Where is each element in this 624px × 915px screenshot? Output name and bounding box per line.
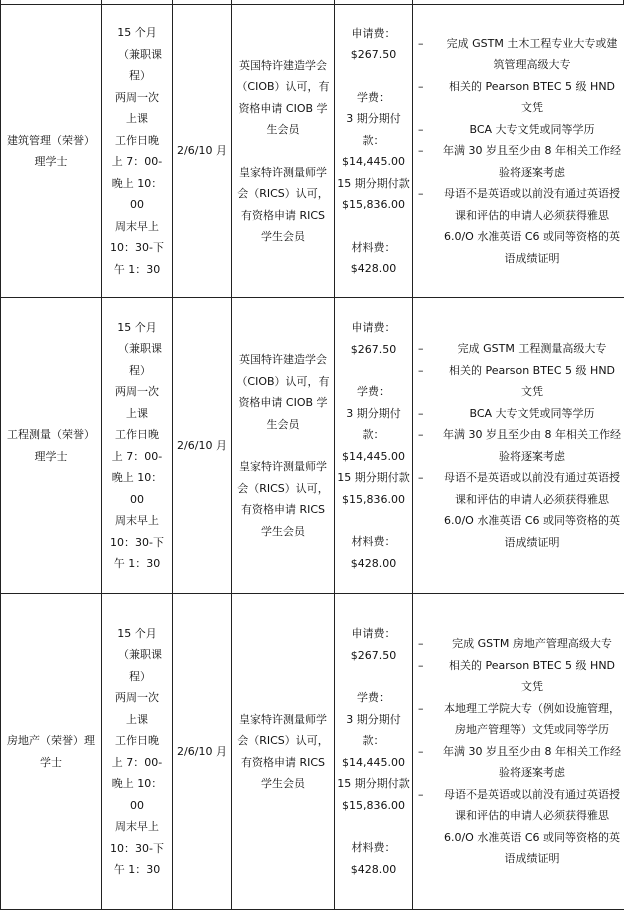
fee-label: 材料费： xyxy=(351,841,396,854)
requirements-list xyxy=(415,33,622,270)
duration-line: （兼职课 xyxy=(118,648,162,661)
duration-line: 15 个月 xyxy=(117,26,157,39)
dash-bullet-icon: – xyxy=(418,744,424,758)
list-item xyxy=(415,76,622,119)
duration-line: 午 1：30 xyxy=(113,557,161,570)
requirement-text: 相关的 Pearson BTEC 5 级 HND 文凭 xyxy=(448,79,616,115)
duration-line: 15 个月 xyxy=(117,626,157,640)
list-item xyxy=(415,33,622,76)
requirement-text: 相关的 Pearson BTEC 5 级 HND 文凭 xyxy=(448,363,616,398)
requirement-text: 母语不是英语或以前没有通过英语授课和评估的申请人必须获得雅思 6.0/O 水准英语 C6 或同等资格的英语成绩证明 xyxy=(443,471,621,549)
list-item xyxy=(415,140,622,183)
fee-label: 学费： xyxy=(357,691,390,704)
requirement-text: 本地理工学院大专（例如设施管理，房地产管理等）文凭或同等学历 xyxy=(444,701,620,737)
duration-cell xyxy=(102,594,173,910)
intake-months: 2/6/10 月 xyxy=(177,438,227,452)
dash-bullet-icon: – xyxy=(418,122,424,136)
dash-bullet-icon: – xyxy=(418,342,424,355)
requirement-text: 年满 30 岁且至少由 8 年相关工作经验将逐案考虑 xyxy=(443,428,621,463)
spacer xyxy=(337,816,410,837)
fee-label: 学费： xyxy=(357,90,390,104)
accreditation-text: 英国特许建造学会（CIOB）认可，有资格申请 CIOB 学生会员 xyxy=(236,353,330,431)
requirement-text: 年满 30 岁且至少由 8 年相关工作经验将逐案考虑 xyxy=(443,744,621,780)
fees-cell xyxy=(335,5,413,298)
duration-line: 00 xyxy=(130,492,144,506)
fee-label: 15 期分期付款 xyxy=(337,471,410,484)
fee-value: $428.00 xyxy=(350,262,397,275)
dash-bullet-icon: – xyxy=(418,471,424,484)
requirement-text: 母语不是英语或以前没有通过英语授课和评估的申请人必须获得雅思 6.0/O 水准英语 C6 或同等资格的英语成绩证明 xyxy=(443,187,621,265)
duration-line: （兼职课 xyxy=(118,342,162,355)
duration-line: 10：30-下 xyxy=(110,535,164,549)
program-name-cell xyxy=(1,5,102,298)
requirement-text: 相关的 Pearson BTEC 5 级 HND 文凭 xyxy=(448,658,616,694)
fee-value: $267.50 xyxy=(350,48,397,61)
duration-line: 上课 xyxy=(126,712,148,726)
fee-value: $267.50 xyxy=(350,342,397,356)
list-item xyxy=(415,403,622,425)
duration-line: 工作日晚 xyxy=(115,428,159,441)
list-item xyxy=(415,424,622,467)
list-item xyxy=(415,183,622,269)
intake-months: 2/6/10 月 xyxy=(177,744,227,758)
fee-label: 材料费： xyxy=(351,240,396,254)
duration-cell xyxy=(102,298,173,594)
dash-bullet-icon: – xyxy=(418,428,424,441)
dash-bullet-icon: – xyxy=(418,79,424,93)
program-name-cell xyxy=(1,594,102,910)
fee-value: $15,836.00 xyxy=(342,198,405,211)
dash-bullet-icon: – xyxy=(418,363,424,377)
fee-label: 15 期分期付款 xyxy=(337,176,410,190)
duration-line: 程） xyxy=(129,669,151,683)
duration-line: 两周一次 xyxy=(115,385,159,398)
requirement-text: 完成 GSTM 工程测量高级大专 xyxy=(457,342,607,355)
requirement-text: BCA 大专文凭或同等学历 xyxy=(469,122,595,136)
requirements-cell xyxy=(413,298,624,594)
fee-value: $428.00 xyxy=(350,556,397,570)
list-item xyxy=(415,360,622,403)
duration-line: 工作日晚 xyxy=(115,734,159,747)
duration-line: 午 1：30 xyxy=(113,863,161,876)
duration-line: 程） xyxy=(129,69,151,82)
duration-line: 午 1：30 xyxy=(113,262,161,276)
fee-value: $428.00 xyxy=(350,862,397,876)
duration-line: 上课 xyxy=(126,112,148,125)
duration-line: 晚上 10： xyxy=(111,176,163,190)
duration-line: 晚上 10： xyxy=(111,471,163,484)
duration-line: 00 xyxy=(130,798,144,812)
intake-cell xyxy=(173,594,232,910)
fee-value: $15,836.00 xyxy=(342,492,405,506)
requirement-text: 年满 30 岁且至少由 8 年相关工作经验将逐案考虑 xyxy=(443,144,621,179)
spacer xyxy=(234,141,332,162)
fee-value: $267.50 xyxy=(350,648,397,662)
dash-bullet-icon: – xyxy=(418,787,424,801)
dash-bullet-icon: – xyxy=(418,36,424,50)
spacer xyxy=(337,666,410,687)
program-name-cell xyxy=(1,298,102,594)
fee-value: $14,445.00 xyxy=(342,449,405,463)
list-item xyxy=(415,119,622,141)
table-row xyxy=(1,594,624,910)
list-item xyxy=(415,467,622,553)
dash-bullet-icon: – xyxy=(418,187,424,201)
requirement-text: 母语不是英语或以前没有通过英语授课和评估的申请人必须获得雅思 6.0/O 水准英语 C6 或同等资格的英语成绩证明 xyxy=(443,787,621,866)
dash-bullet-icon: – xyxy=(418,406,424,420)
duration-line: 晚上 10： xyxy=(111,777,163,790)
duration-line: （兼职课 xyxy=(118,47,162,61)
accreditation-text: 皇家特许测量师学会（RICS）认可，有资格申请 RICS 学生会员 xyxy=(237,165,329,243)
dash-bullet-icon: – xyxy=(418,701,424,715)
fee-label: 申请费： xyxy=(351,627,396,640)
accreditation-text: 英国特许建造学会（CIOB）认可，有资格申请 CIOB 学生会员 xyxy=(236,58,330,136)
program-name: 建筑管理（荣誉）理学士 xyxy=(7,133,95,168)
program-name: 工程测量（荣誉）理学士 xyxy=(7,428,95,463)
table-row xyxy=(1,5,624,298)
spacer xyxy=(337,66,410,87)
duration-line: 00 xyxy=(130,198,144,211)
fees-cell xyxy=(335,298,413,594)
requirements-list xyxy=(415,633,622,870)
list-item xyxy=(415,741,622,784)
duration-line: 上 7：00- xyxy=(111,449,163,463)
fee-label: 3 期分期付款： xyxy=(346,112,401,147)
list-item xyxy=(415,655,622,698)
duration-line: 工作日晚 xyxy=(115,133,159,147)
dash-bullet-icon: – xyxy=(418,637,424,651)
table-row xyxy=(1,298,624,594)
list-item xyxy=(415,784,622,870)
list-item xyxy=(415,698,622,741)
fee-label: 15 期分期付款 xyxy=(337,777,410,790)
requirements-cell xyxy=(413,5,624,298)
duration-line: 15 个月 xyxy=(117,320,157,334)
duration-line: 周末早上 xyxy=(115,514,159,527)
accreditation-cell xyxy=(232,298,335,594)
spacer xyxy=(337,510,410,531)
duration-line: 周末早上 xyxy=(115,820,159,833)
intake-cell xyxy=(173,5,232,298)
fee-label: 申请费： xyxy=(351,26,396,40)
dash-bullet-icon: – xyxy=(418,658,424,672)
fee-label: 3 期分期付款： xyxy=(346,712,401,747)
fee-value: $14,445.00 xyxy=(342,755,405,769)
accreditation-text: 皇家特许测量师学会（RICS）认可，有资格申请 RICS 学生会员 xyxy=(237,712,329,790)
fee-value: $14,445.00 xyxy=(342,155,405,168)
fee-label: 3 期分期付款： xyxy=(346,406,401,441)
fee-value: $15,836.00 xyxy=(342,798,405,812)
dash-bullet-icon: – xyxy=(418,144,424,158)
spacer xyxy=(337,360,410,381)
fee-label: 学费： xyxy=(357,385,390,398)
duration-cell xyxy=(102,5,173,298)
program-table xyxy=(0,4,624,910)
duration-line: 上 7：00- xyxy=(111,755,163,769)
duration-line: 程） xyxy=(129,363,151,377)
accreditation-cell xyxy=(232,5,335,298)
duration-line: 上 7：00- xyxy=(111,155,163,168)
list-item xyxy=(415,338,622,360)
requirements-cell xyxy=(413,594,624,910)
list-item xyxy=(415,633,622,655)
spacer xyxy=(234,435,332,456)
requirements-list xyxy=(415,338,622,553)
accreditation-text: 皇家特许测量师学会（RICS）认可，有资格申请 RICS 学生会员 xyxy=(237,460,329,538)
requirement-text: BCA 大专文凭或同等学历 xyxy=(469,406,595,420)
requirement-text: 完成 GSTM 房地产管理高级大专 xyxy=(452,637,612,651)
duration-line: 10：30-下 xyxy=(110,841,164,855)
fee-label: 申请费： xyxy=(351,321,396,334)
duration-line: 上课 xyxy=(126,406,148,420)
requirement-text: 完成 GSTM 土木工程专业大专或建筑管理高级大专 xyxy=(446,36,618,72)
duration-line: 10：30-下 xyxy=(110,241,164,254)
intake-cell xyxy=(173,298,232,594)
intake-months: 2/6/10 月 xyxy=(177,144,227,158)
fee-label: 材料费： xyxy=(351,535,396,548)
duration-line: 周末早上 xyxy=(115,219,159,233)
accreditation-cell xyxy=(232,594,335,910)
fees-cell xyxy=(335,594,413,910)
program-name: 房地产（荣誉）理学士 xyxy=(7,734,95,769)
duration-line: 两周一次 xyxy=(115,691,159,704)
spacer xyxy=(337,216,410,237)
duration-line: 两周一次 xyxy=(115,90,159,104)
